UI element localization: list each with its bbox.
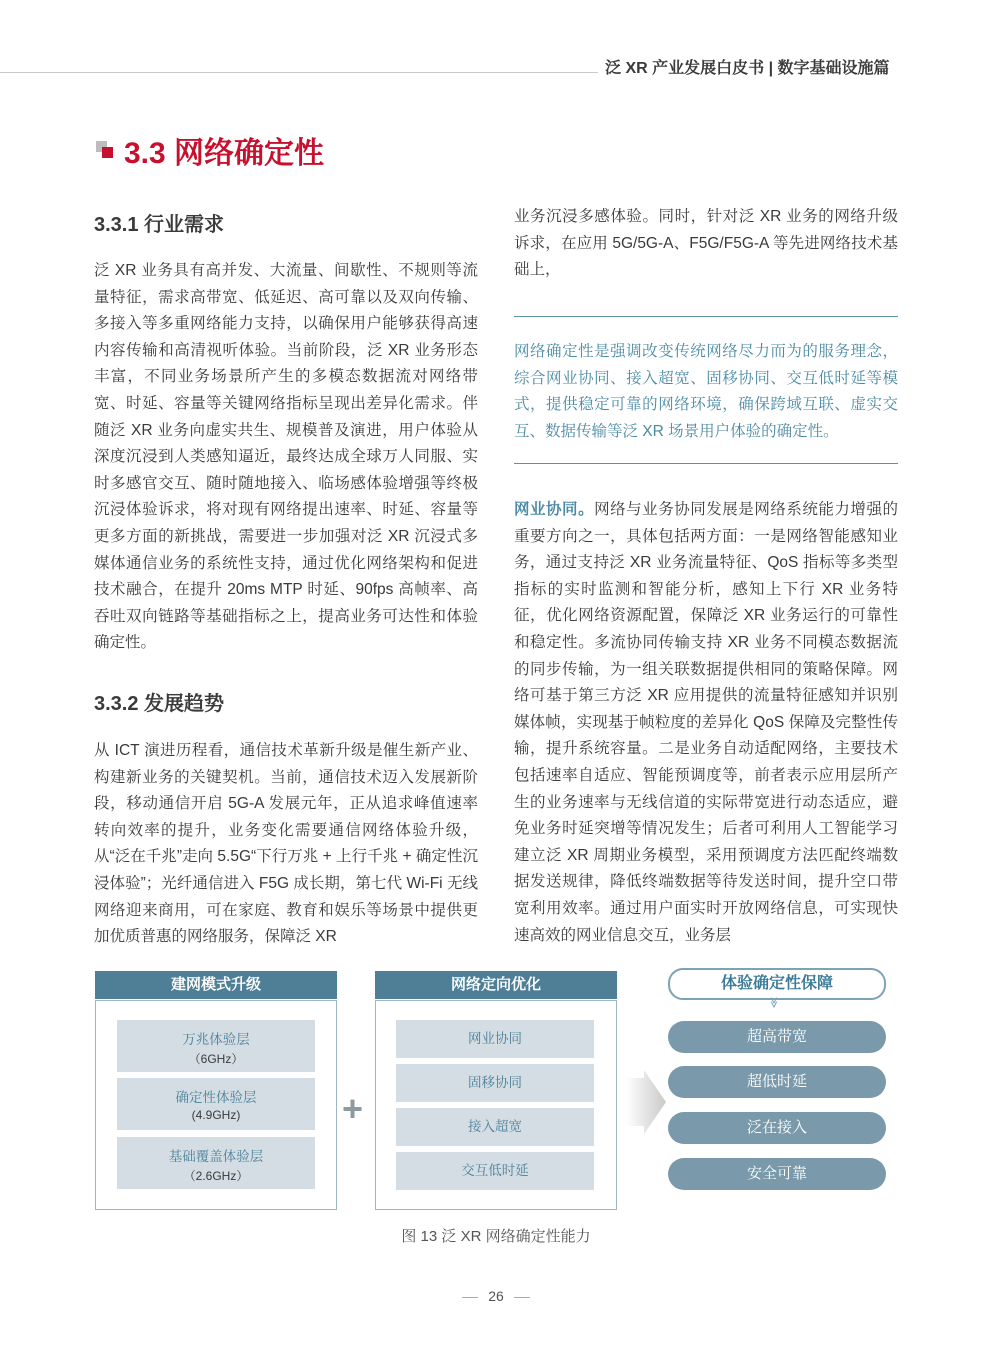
page-footer xyxy=(0,1288,992,1304)
page-number: 26 xyxy=(488,1288,504,1304)
paragraph-body: 网络与业务协同发展是网络系统能力增强的重要方向之一，具体包括两方面：一是网络智能感知业务，通过支持泛 XR 业务流量特征、QoS 指标等多类型指标的实时监测和智能分析，感知上下行 XR 业务特征，优化网络资源配置，保障泛 XR 业务运行的可靠性和稳定性。多流协同传输支持 XR 业务不同模态数据流的同步传输，为一组关联数据提供相同的策略保障。网络可基于第三方泛 XR 应用提供的流量特征感知并识别媒体帧，实现基于帧粒度的差异化 QoS 保障及完整性传输，提升系统容量。二是业务自动适配网络，主要技术包括速率自适应、智能预调度等，前者表示应用层所产生的业务速率与无线信道的实际带宽进行动态适应，避免业务时延突增等情况发生；后者可利用人工智能学习建立泛 XR 周期业务模型，采用预调度方法匹配终端数据发送规律，降低终端数据等待发送时间，提升空口带宽利用效率。通过用户面实时开放网络信息，可实现快速高效的网业信息交互，业务层 xyxy=(514,501,898,944)
layer-name: 基础覆盖体验层 xyxy=(168,1149,264,1164)
subsection-title-331: 3.3.1 行业需求 xyxy=(94,214,225,236)
layer-frequency: （2.6GHz） xyxy=(183,1169,249,1183)
header-separator: | xyxy=(768,60,774,77)
opt-item-ultra-broadband: 接入超宽 xyxy=(396,1108,594,1146)
opt-item-fixed-mobile: 固移协同 xyxy=(396,1064,594,1102)
guarantee-ultra-bandwidth: 超高带宽 xyxy=(668,1021,886,1053)
opt-item-network-business: 网业协同 xyxy=(396,1020,594,1058)
section-title: 3.3 网络确定性 xyxy=(124,137,325,170)
layer-name: 确定性体验层 xyxy=(175,1090,257,1105)
quote-top-rule xyxy=(514,316,898,317)
header-subtitle: 数字基础设施篇 xyxy=(777,60,890,77)
footer-dash xyxy=(462,1297,478,1298)
paragraph-trends-continued: 业务沉浸多感体验。同时，针对泛 XR 业务的网络升级诉求，在应用 5G/5G-A、F5G/F5G-A 等先进网络技术基础上， xyxy=(514,208,898,279)
guarantee-ultra-low-latency: 超低时延 xyxy=(668,1066,886,1098)
header-title: 泛 XR 产业发展白皮书 xyxy=(605,60,765,77)
plus-icon: + xyxy=(342,1088,364,1129)
lead-term: 网业协同。 xyxy=(514,501,595,518)
panel-network-optimization-title: 网络定向优化 xyxy=(375,971,617,999)
layer-deterministic-experience xyxy=(117,1078,315,1130)
chevron-down-icon: ≫ xyxy=(767,996,780,1009)
subsection-title-332: 3.3.2 发展趋势 xyxy=(94,693,225,715)
panel-experience-guarantee-title: 体验确定性保障 xyxy=(668,968,886,1000)
figure-caption: 图 13 泛 XR 网络确定性能力 xyxy=(401,1228,591,1245)
paragraph-industry-demand: 泛 XR 业务具有高并发、大流量、间歇性、不规则等流量特征，需求高带宽、低延迟、高可靠以及双向传输、多接入等多重网络能力支持，以确保用户能够获得高速内容传输和高清视听体验。当前阶段，泛 XR 业务形态丰富，不同业务场景所产生的多模态数据流对网络带宽、时延、容量等关键网络指标呈现出差异化需求。伴随泛 XR 业务向虚实共生、规模普及演进，用户体验从深度沉浸到人类感知逼近，最终达成全球万人同服、实时多感官交互、随时随地接入、临场感体验增强等终极沉浸体验诉求，将对现有网络提出速率、时延、容量等更多方面的新挑战，需要进一步加强对泛 XR 沉浸式多媒体通信业务的系统性支持，通过优化网络架构和促进技术融合，在提升 20ms MTP 时延、90fps 高帧率、高吞吐双向链路等基础指标之上，提高业务可达性和体验确定性。 xyxy=(94,262,478,652)
header-rule xyxy=(0,72,598,73)
paragraph-trends: 从 ICT 演进历程看，通信技术革新升级是催生新产业、构建新业务的关键契机。当前，通信技术迈入发展新阶段，移动通信开启 5G-A 发展元年，正从追求峰值速率转向效率的提升，业务变化需要通信网络体验升级，从“泛在千兆”走向 5.5G“下行万兆 + 上行千兆 + 确定性沉浸体验”；光纤通信进入 F5G 成长期，第七代 Wi-Fi 无线网络迎来商用，可在家庭、教育和娱乐等场景中提供更加优质普惠的网络服务，保障泛 XR xyxy=(94,742,478,946)
layer-frequency: (4.9GHz) xyxy=(191,1108,241,1122)
definition-quote: 网络确定性是强调改变传统网络尽力而为的服务理念，综合网业协同、接入超宽、固移协同、交互低时延等模式，提供稳定可靠的网络环境，确保跨域互联、虚实交互、数据传输等泛 XR 场景用户体验的确定性。 xyxy=(514,343,898,440)
panel-network-mode-title: 建网模式升级 xyxy=(95,971,337,999)
layer-name: 万兆体验层 xyxy=(182,1032,250,1047)
opt-item-low-latency: 交互低时延 xyxy=(396,1152,594,1190)
arrow-right-icon xyxy=(626,1070,666,1134)
quote-bottom-rule xyxy=(514,463,898,464)
section-bullet-icon xyxy=(96,141,114,159)
layer-frequency: （6GHz） xyxy=(188,1052,244,1066)
layer-basic-coverage xyxy=(117,1137,315,1189)
guarantee-secure-reliable: 安全可靠 xyxy=(668,1158,886,1190)
paragraph-network-business-synergy xyxy=(514,497,898,949)
guarantee-ubiquitous-access: 泛在接入 xyxy=(668,1112,886,1144)
layer-10g-experience xyxy=(117,1020,315,1072)
footer-dash xyxy=(514,1297,530,1298)
running-header xyxy=(605,55,890,78)
